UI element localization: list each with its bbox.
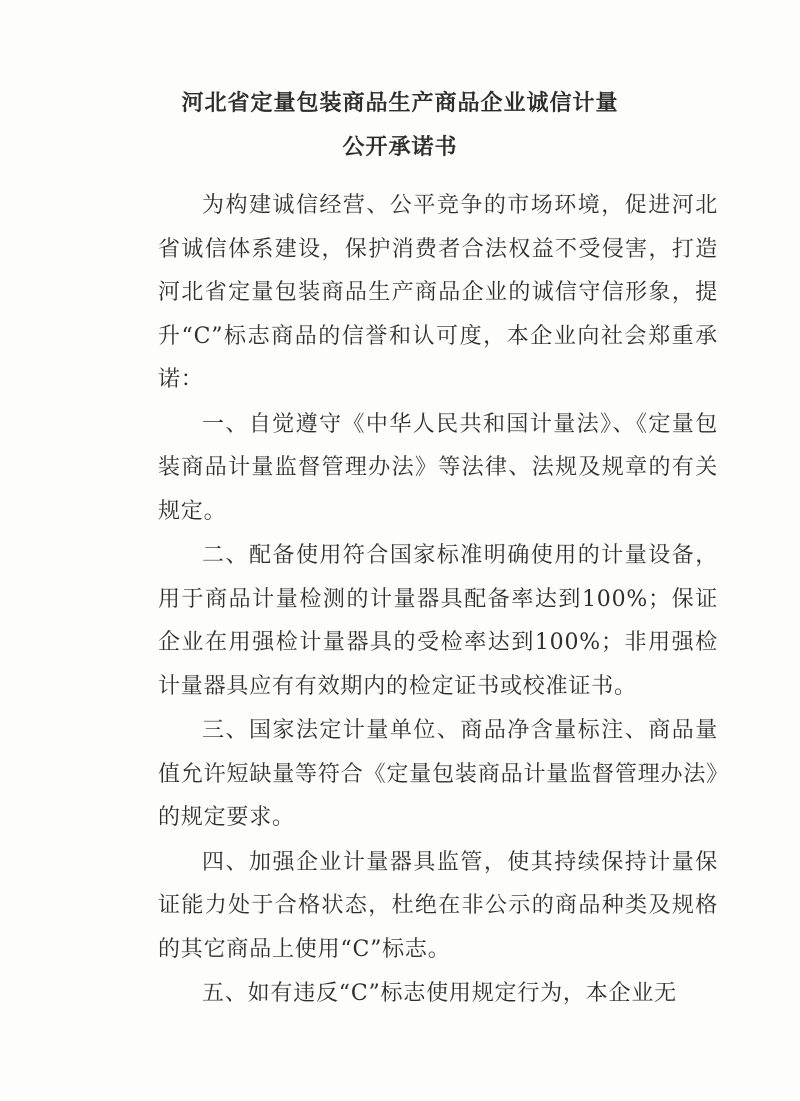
paragraph-commitment-1: 一、自觉遵守《中华人民共和国计量法》、《定量包装商品计量监督管理办法》等法律、法规及规章的有关规定。 [158, 411, 718, 524]
paragraph-commitment-5: 五、如有违反“C”标志使用规定行为，本企业无 [202, 981, 677, 1006]
paragraph-commitment-4: 四、加强企业计量器具监管，使其持续保持计量保证能力处于合格状态，杜绝在非公示的商品种类及规格的其它商品上使用“C”标志。 [158, 849, 718, 962]
paragraph-intro: 为构建诚信经营、公平竞争的市场环境，促进河北省诚信体系建设，保护消费者合法权益不受侵害，打造河北省定量包装商品生产商品企业的诚信守信形象，提升“C”标志商品的信誉和认可度，本企业向社会郑重承诺： [158, 193, 718, 392]
paragraph-commitment-2: 二、配备使用符合国家标准明确使用的计量设备，用于商品计量检测的计量器具配备率达到100%；保证企业在用强检计量器具的受检率达到100%；非用强检计量器具应有有效期内的检定证书或校准证书。 [158, 543, 718, 699]
document-title-line-1: 河北省定量包装商品生产商品企业诚信计量 [181, 90, 619, 116]
document-body [158, 184, 718, 1016]
paragraph-commitment-3: 三、国家法定计量单位、商品净含量标注、商品量值允许短缺量等符合《定量包装商品计量监督管理办法》的规定要求。 [158, 718, 718, 830]
document-title-line-2: 公开承诺书 [342, 134, 458, 160]
